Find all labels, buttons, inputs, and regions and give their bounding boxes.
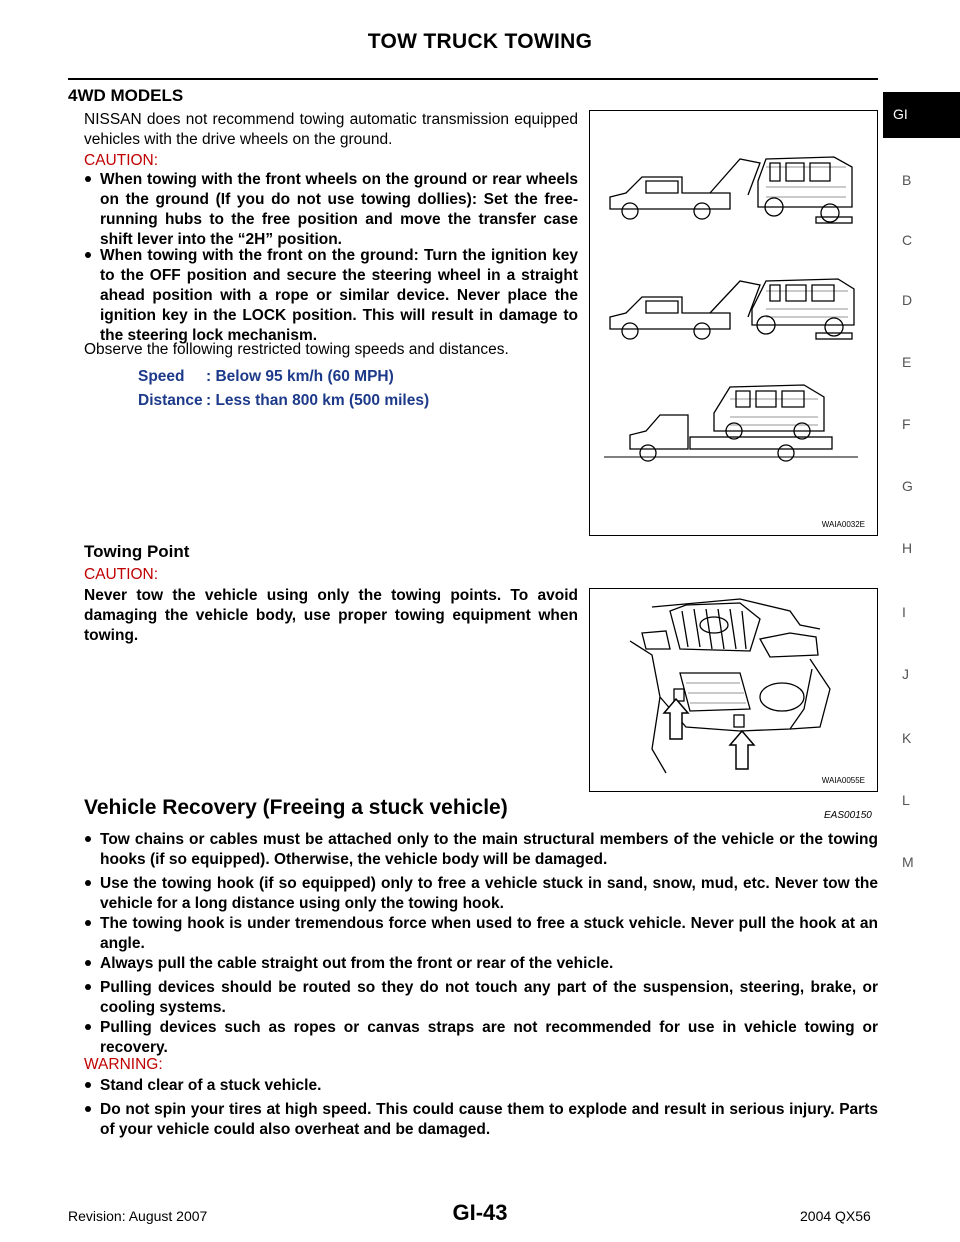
side-tab-active[interactable] — [883, 92, 960, 138]
side-tab-g[interactable]: G — [902, 478, 913, 494]
side-tab-k[interactable]: K — [902, 730, 912, 746]
caution-bullet: When towing with the front on the ground: Turn the ignition key to the OFF position and secure the steering wheel in a straight ahead position with a rope or similar device. Never place the ignition key in the LOCK position. This will result in damage to the steering lock mechanism. — [100, 247, 578, 344]
distance-label: Distance — [138, 392, 203, 409]
side-tab-label: GI — [893, 106, 908, 122]
towing-point-heading: Towing Point — [84, 542, 190, 561]
towing-point-figure — [589, 588, 878, 792]
distance-value: : Less than 800 km (500 miles) — [206, 392, 430, 409]
section-heading-4wd: 4WD MODELS — [68, 86, 184, 105]
caution-label: CAUTION: — [84, 152, 159, 169]
footer-page-number: GI-43 — [452, 1200, 508, 1225]
speed-value: : Below 95 km/h (60 MPH) — [206, 368, 394, 385]
bumper-illustration — [590, 589, 877, 791]
speed-label: Speed — [138, 368, 185, 385]
footer-model: 2004 QX56 — [800, 1208, 871, 1224]
observe-text: Observe the following restricted towing speeds and distances. — [84, 341, 509, 358]
side-tab-f[interactable]: F — [902, 416, 911, 432]
recovery-bullet: Always pull the cable straight out from the front or rear of the vehicle. — [100, 954, 878, 974]
page-title: TOW TRUCK TOWING — [367, 30, 593, 53]
intro-paragraph: NISSAN does not recommend towing automatic transmission equipped vehicles with the drive wheels on the ground. — [84, 111, 578, 148]
recovery-bullet: Tow chains or cables must be attached only to the main structural members of the vehicle or the towing hooks (if so equipped). Otherwise, the vehicle body will be damaged. — [100, 831, 878, 868]
warning-bullet: Do not spin your tires at high speed. This could cause them to explode and result in serious injury. Parts of your vehicle could also overheat and be damaged. — [100, 1101, 878, 1138]
side-tab-m[interactable]: M — [902, 854, 914, 870]
side-tab-d[interactable]: D — [902, 292, 913, 308]
towing-illustration — [590, 111, 877, 535]
recovery-bullet: Pulling devices such as ropes or canvas straps are not recommended for use in vehicle towing or recovery. — [100, 1019, 878, 1056]
side-tab-i[interactable]: I — [902, 604, 906, 620]
side-tab-b[interactable]: B — [902, 172, 912, 188]
footer-revision: Revision: August 2007 — [68, 1208, 208, 1224]
towing-figure — [589, 110, 878, 536]
warning-label: WARNING: — [84, 1056, 163, 1073]
title-rule — [68, 78, 878, 80]
side-tab-h[interactable]: H — [902, 540, 913, 556]
caution-bullet: When towing with the front wheels on the ground or rear wheels on the ground (If you do not use towing dollies): Set the free-running hubs to the free position and move the transfer case shift lever into the “2H” position. — [100, 171, 578, 248]
towing-point-caution-text: Never tow the vehicle using only the towing points. To avoid damaging the vehicle body, use proper towing equipment when towing. — [84, 587, 578, 644]
recovery-bullet: The towing hook is under tremendous force when used to free a stuck vehicle. Never pull the hook at an angle. — [100, 915, 878, 952]
side-tab-l[interactable]: L — [902, 792, 910, 808]
side-tab-c[interactable]: C — [902, 232, 913, 248]
warning-bullet: Stand clear of a stuck vehicle. — [100, 1076, 878, 1096]
caution-label: CAUTION: — [84, 566, 159, 583]
recovery-bullet: Use the towing hook (if so equipped) only to free a vehicle stuck in sand, snow, mud, etc. Never tow the vehicle for a long distance using only the towing hook. — [100, 875, 878, 912]
figure-code: WAIA0032E — [821, 520, 865, 529]
recovery-bullet: Pulling devices should be routed so they do not touch any part of the suspension, steering, brake, or cooling systems. — [100, 979, 878, 1016]
figure-code: WAIA0055E — [821, 776, 865, 785]
section-code: EAS00150 — [824, 810, 872, 821]
recovery-heading: Vehicle Recovery (Freeing a stuck vehicle) — [84, 796, 508, 819]
side-tab-j[interactable]: J — [902, 666, 909, 682]
side-tab-e[interactable]: E — [902, 354, 912, 370]
